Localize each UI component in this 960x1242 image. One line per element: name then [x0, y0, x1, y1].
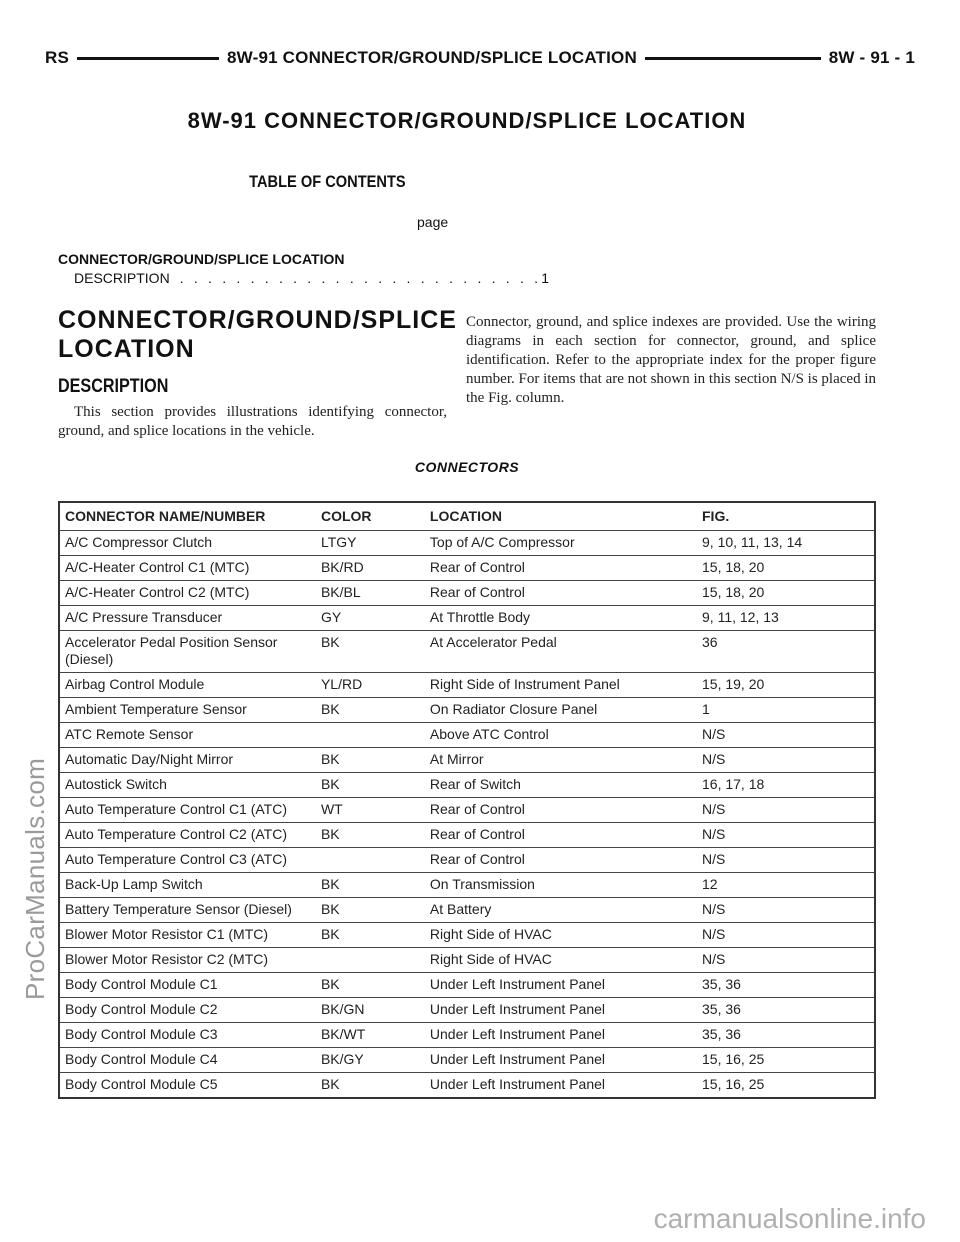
table-row: [59, 1023, 875, 1048]
cell-fig: 15, 19, 20: [697, 673, 875, 698]
cell-color: BK: [316, 823, 425, 848]
cell-connector: Blower Motor Resistor C2 (MTC): [59, 948, 316, 973]
cell-fig: 1: [697, 698, 875, 723]
cell-color: BK: [316, 973, 425, 998]
cell-color: GY: [316, 606, 425, 631]
cell-connector: Airbag Control Module: [59, 673, 316, 698]
cell-location: Under Left Instrument Panel: [425, 973, 697, 998]
cell-connector: ATC Remote Sensor: [59, 723, 316, 748]
header-rule-right: [645, 57, 821, 60]
cell-location: Rear of Control: [425, 556, 697, 581]
cell-fig: 12: [697, 873, 875, 898]
cell-fig: 35, 36: [697, 998, 875, 1023]
table-row: [59, 923, 875, 948]
cell-fig: 9, 11, 12, 13: [697, 606, 875, 631]
cell-connector: A/C Compressor Clutch: [59, 531, 316, 556]
cell-fig: N/S: [697, 823, 875, 848]
cell-location: Under Left Instrument Panel: [425, 1048, 697, 1073]
header-center: 8W-91 CONNECTOR/GROUND/SPLICE LOCATION: [227, 48, 637, 67]
cell-fig: 35, 36: [697, 973, 875, 998]
cell-fig: N/S: [697, 948, 875, 973]
table-row: [59, 631, 875, 673]
table-row: [59, 581, 875, 606]
table-row: [59, 1073, 875, 1099]
cell-color: [316, 723, 425, 748]
cell-connector: Ambient Temperature Sensor: [59, 698, 316, 723]
table-row: [59, 823, 875, 848]
cell-location: At Mirror: [425, 748, 697, 773]
table-row: [59, 873, 875, 898]
table-row: [59, 748, 875, 773]
cell-color: BK: [316, 748, 425, 773]
cell-connector: Blower Motor Resistor C1 (MTC): [59, 923, 316, 948]
table-row: [59, 673, 875, 698]
table-row: [59, 606, 875, 631]
cell-connector: Automatic Day/Night Mirror: [59, 748, 316, 773]
connectors-table: [58, 501, 876, 1099]
cell-fig: 15, 18, 20: [697, 581, 875, 606]
cell-connector: Body Control Module C4: [59, 1048, 316, 1073]
cell-connector: A/C-Heater Control C1 (MTC): [59, 556, 316, 581]
cell-connector: A/C-Heater Control C2 (MTC): [59, 581, 316, 606]
table-row: [59, 1048, 875, 1073]
header-right: 8W - 91 - 1: [828, 48, 915, 67]
cell-color: BK: [316, 898, 425, 923]
cell-connector: Body Control Module C2: [59, 998, 316, 1023]
cell-fig: 15, 16, 25: [697, 1048, 875, 1073]
table-row: [59, 998, 875, 1023]
table-caption: CONNECTORS: [414, 459, 520, 475]
running-header: [45, 46, 915, 70]
cell-connector: Accelerator Pedal Position Sensor (Diesel): [59, 631, 316, 673]
cell-location: At Accelerator Pedal: [425, 631, 697, 673]
header-location: LOCATION: [425, 502, 697, 531]
table-row: [59, 723, 875, 748]
cell-location: Right Side of HVAC: [425, 923, 697, 948]
section-title: CONNECTOR/GROUND/SPLICE LOCATION: [58, 306, 457, 363]
cell-connector: Auto Temperature Control C2 (ATC): [59, 823, 316, 848]
cell-color: BK: [316, 1073, 425, 1099]
cell-color: [316, 948, 425, 973]
cell-location: At Battery: [425, 898, 697, 923]
cell-connector: Auto Temperature Control C1 (ATC): [59, 798, 316, 823]
toc-section[interactable]: CONNECTOR/GROUND/SPLICE LOCATION: [58, 251, 345, 267]
table-row: [59, 973, 875, 998]
toc-page-label: page: [417, 214, 449, 230]
cell-location: At Throttle Body: [425, 606, 697, 631]
cell-color: BK: [316, 773, 425, 798]
cell-location: Rear of Control: [425, 798, 697, 823]
subsection-title: DESCRIPTION: [58, 376, 169, 397]
toc-entry-label: DESCRIPTION: [74, 270, 170, 286]
cell-location: Under Left Instrument Panel: [425, 1023, 697, 1048]
table-row: [59, 531, 875, 556]
toc-heading: TABLE OF CONTENTS: [249, 172, 406, 191]
description-paragraph-left: This section provides illustrations identifying connector, ground, and splice locations in the vehicle.: [58, 404, 447, 439]
table-body: [59, 531, 875, 1099]
page-title: 8W-91 CONNECTOR/GROUND/SPLICE LOCATION: [187, 108, 747, 133]
table-row: [59, 898, 875, 923]
cell-color: BK/GN: [316, 998, 425, 1023]
cell-connector: Battery Temperature Sensor (Diesel): [59, 898, 316, 923]
cell-location: On Transmission: [425, 873, 697, 898]
cell-fig: N/S: [697, 723, 875, 748]
cell-connector: Auto Temperature Control C3 (ATC): [59, 848, 316, 873]
side-watermark: ProCarManuals.com: [20, 757, 50, 1000]
cell-location: Rear of Switch: [425, 773, 697, 798]
cell-location: Rear of Control: [425, 823, 697, 848]
bottom-watermark: carmanualsonline.info: [653, 1203, 926, 1234]
cell-connector: A/C Pressure Transducer: [59, 606, 316, 631]
cell-location: Rear of Control: [425, 581, 697, 606]
cell-location: Above ATC Control: [425, 723, 697, 748]
cell-color: BK/GY: [316, 1048, 425, 1073]
cell-fig: 36: [697, 631, 875, 673]
cell-color: BK: [316, 873, 425, 898]
header-left: RS: [45, 48, 70, 67]
cell-fig: 9, 10, 11, 13, 14: [697, 531, 875, 556]
cell-color: WT: [316, 798, 425, 823]
cell-fig: N/S: [697, 923, 875, 948]
cell-connector: Autostick Switch: [59, 773, 316, 798]
cell-color: BK: [316, 631, 425, 673]
table-row: [59, 948, 875, 973]
cell-color: YL/RD: [316, 673, 425, 698]
cell-connector: Back-Up Lamp Switch: [59, 873, 316, 898]
header-color: COLOR: [316, 502, 425, 531]
cell-fig: 15, 16, 25: [697, 1073, 875, 1099]
header-fig: FIG.: [697, 502, 875, 531]
cell-fig: N/S: [697, 848, 875, 873]
cell-location: Right Side of Instrument Panel: [425, 673, 697, 698]
toc-entry-description[interactable]: [74, 270, 550, 286]
cell-color: BK/BL: [316, 581, 425, 606]
toc-entry-dots: . . . . . . . . . . . . . . . . . . . . . . . . . .: [179, 270, 542, 286]
table-row: [59, 556, 875, 581]
cell-connector: Body Control Module C1: [59, 973, 316, 998]
cell-fig: N/S: [697, 798, 875, 823]
header-rule-left: [77, 57, 219, 60]
cell-color: BK: [316, 923, 425, 948]
cell-color: BK: [316, 698, 425, 723]
table-header-row: [59, 502, 875, 531]
cell-color: LTGY: [316, 531, 425, 556]
cell-color: BK/WT: [316, 1023, 425, 1048]
cell-fig: 15, 18, 20: [697, 556, 875, 581]
cell-color: BK/RD: [316, 556, 425, 581]
cell-color: [316, 848, 425, 873]
cell-location: Under Left Instrument Panel: [425, 1073, 697, 1099]
table-row: [59, 773, 875, 798]
cell-location: Top of A/C Compressor: [425, 531, 697, 556]
cell-fig: 16, 17, 18: [697, 773, 875, 798]
header-connector: CONNECTOR NAME/NUMBER: [59, 502, 316, 531]
cell-location: On Radiator Closure Panel: [425, 698, 697, 723]
table-row: [59, 848, 875, 873]
cell-fig: 35, 36: [697, 1023, 875, 1048]
table-row: [59, 798, 875, 823]
cell-location: Rear of Control: [425, 848, 697, 873]
cell-connector: Body Control Module C3: [59, 1023, 316, 1048]
table-row: [59, 698, 875, 723]
cell-location: Under Left Instrument Panel: [425, 998, 697, 1023]
cell-fig: N/S: [697, 898, 875, 923]
cell-fig: N/S: [697, 748, 875, 773]
cell-connector: Body Control Module C5: [59, 1073, 316, 1099]
cell-location: Right Side of HVAC: [425, 948, 697, 973]
description-paragraph-right: Connector, ground, and splice indexes are provided. Use the wiring diagrams in each section for connector, ground, and splice identification. Refer to the appropriate index for the proper figure number. For items that are not shown in this section N/S is placed in the Fig. column.: [466, 314, 876, 406]
toc-entry-page: 1: [541, 270, 550, 286]
